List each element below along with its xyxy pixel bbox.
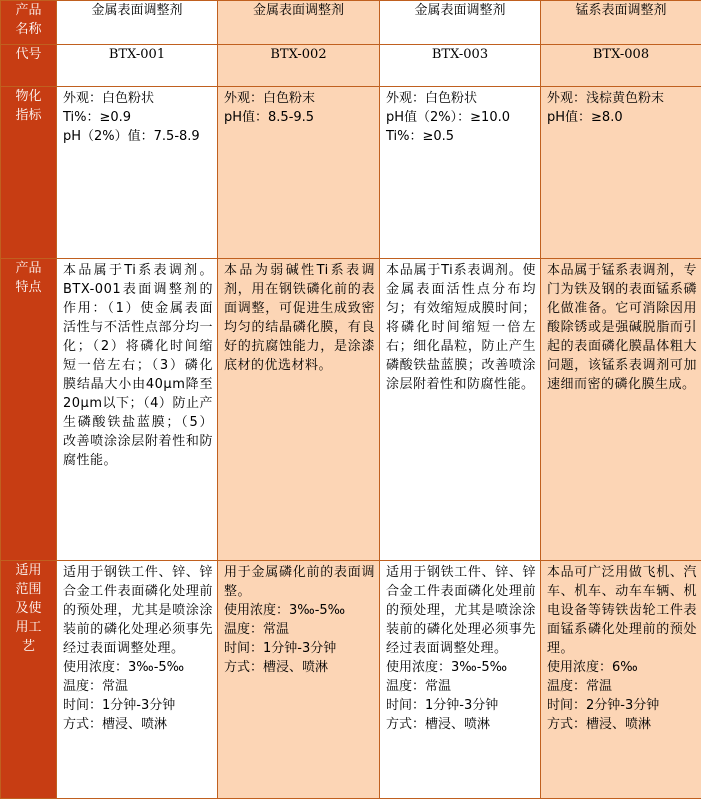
spec-line: 外观：白色粉末 [224,89,375,108]
usage-param: 方式：槽浸、喷淋 [547,715,697,734]
spec-line: Ti%：≥0.9 [63,108,213,127]
spec-line: 外观：白色粉状 [63,89,213,108]
usage-param: 使用浓度：3‰-5‰ [224,601,375,620]
spec-line: pH值（2%）：≥10.0 [386,108,536,127]
usage-param: 方式：槽浸、喷淋 [224,658,375,677]
usage-param: 温度：常温 [386,677,536,696]
spec-line: Ti%：≥0.5 [386,127,536,146]
features-cell-4 [541,259,701,561]
usage-param: 方式：槽浸、喷淋 [63,715,213,734]
specs-cell-1 [57,87,218,259]
usage-param: 温度：常温 [224,620,375,639]
feature-text: 本品属于Ti系表调剂。使金属表面活性点分布均匀；有效缩短成膜时间；将磷化时间缩短一倍左右；细化晶粒，防止产生磷酸铁盐蓝膜；改善喷涂涂层附着性和防腐性能。 [380,259,540,394]
product-code-4: BTX-008 [541,45,701,87]
usage-param: 温度：常温 [547,677,697,696]
spec-line: 外观：白色粉状 [386,89,536,108]
features-cell-3 [380,259,541,561]
spec-line: pH值：8.5-9.5 [224,108,375,127]
row-specs [1,87,701,259]
product-code-2: BTX-002 [218,45,380,87]
usage-param: 温度：常温 [63,677,213,696]
specs-cell-2 [218,87,380,259]
features-cell-2 [218,259,380,561]
usage-param: 使用浓度：3‰-5‰ [63,658,213,677]
specs-cell-4 [541,87,701,259]
specs-cell-3 [380,87,541,259]
usage-param: 时间：1分钟-3分钟 [386,696,536,715]
usage-param: 时间：2分钟-3分钟 [547,696,697,715]
row-product-name [1,1,701,45]
product-name-2: 金属表面调整剂 [218,1,380,45]
usage-description: 适用于钢铁工件、锌、锌合金工件表面磷化处理前的预处理，尤其是喷涂涂装前的磷化处理必须事先经过表面调整处理。 [63,563,213,658]
usage-param: 时间：1分钟-3分钟 [224,639,375,658]
usage-description: 适用于钢铁工件、锌、锌合金工件表面磷化处理前的预处理，尤其是喷涂涂装前的磷化处理必须事先经过表面调整处理。 [386,563,536,658]
spec-line: pH（2%）值：7.5-8.9 [63,127,213,146]
product-code-1: BTX-001 [57,45,218,87]
product-name-4: 锰系表面调整剂 [541,1,701,45]
usage-cell-2 [218,561,380,799]
label-usage: 适用范围及使用工艺 [1,561,57,799]
label-product-name: 产品名称 [1,1,57,45]
usage-param: 时间：1分钟-3分钟 [63,696,213,715]
usage-description: 用于金属磷化前的表面调整。 [224,563,375,601]
label-code: 代号 [1,45,57,87]
feature-text: 本品属于Ti系表调剂。BTX-001表面调整剂的作用：（1）使金属表面活性与不活性点部分均一化；（2）将磷化时间缩短一倍左右；（3）磷化膜结晶大小由40μm降至20μm以下；（4）防止产生磷酸铁盐蓝膜；（5）改善喷涂涂层附着性和防腐性能。 [57,259,217,470]
features-cell-1 [57,259,218,561]
usage-cell-3 [380,561,541,799]
row-features [1,259,701,561]
feature-text: 本品为弱碱性Ti系表调剂，用在钢铁磷化前的表面调整，可促进生成致密均匀的结晶磷化膜，有良好的抗腐蚀能力，是涂漆底材的优选材料。 [218,259,379,375]
row-code [1,45,701,87]
spec-line: pH值：≥8.0 [547,108,697,127]
row-usage [1,561,701,799]
usage-param: 使用浓度：6‰ [547,658,697,677]
usage-description: 本品可广泛用做飞机、汽车、机车、动车车辆、机电设备等铸铁齿轮工件表面锰系磷化处理前的预处理。 [547,563,697,658]
usage-param: 使用浓度：3‰-5‰ [386,658,536,677]
usage-cell-4 [541,561,701,799]
label-features: 产品特点 [1,259,57,561]
label-specs: 物化指标 [1,87,57,259]
product-name-1: 金属表面调整剂 [57,1,218,45]
feature-text: 本品属于锰系表调剂，专门为铁及钢的表面锰系磷化做准备。它可消除因用酸除锈或是强碱脱脂而引起的表面磷化膜晶体粗大问题，该锰系表调剂可加速细而密的磷化膜生成。 [541,259,701,394]
spec-line: 外观：浅棕黄色粉末 [547,89,697,108]
usage-param: 方式：槽浸、喷淋 [386,715,536,734]
product-name-3: 金属表面调整剂 [380,1,541,45]
product-code-3: BTX-003 [380,45,541,87]
usage-cell-1 [57,561,218,799]
